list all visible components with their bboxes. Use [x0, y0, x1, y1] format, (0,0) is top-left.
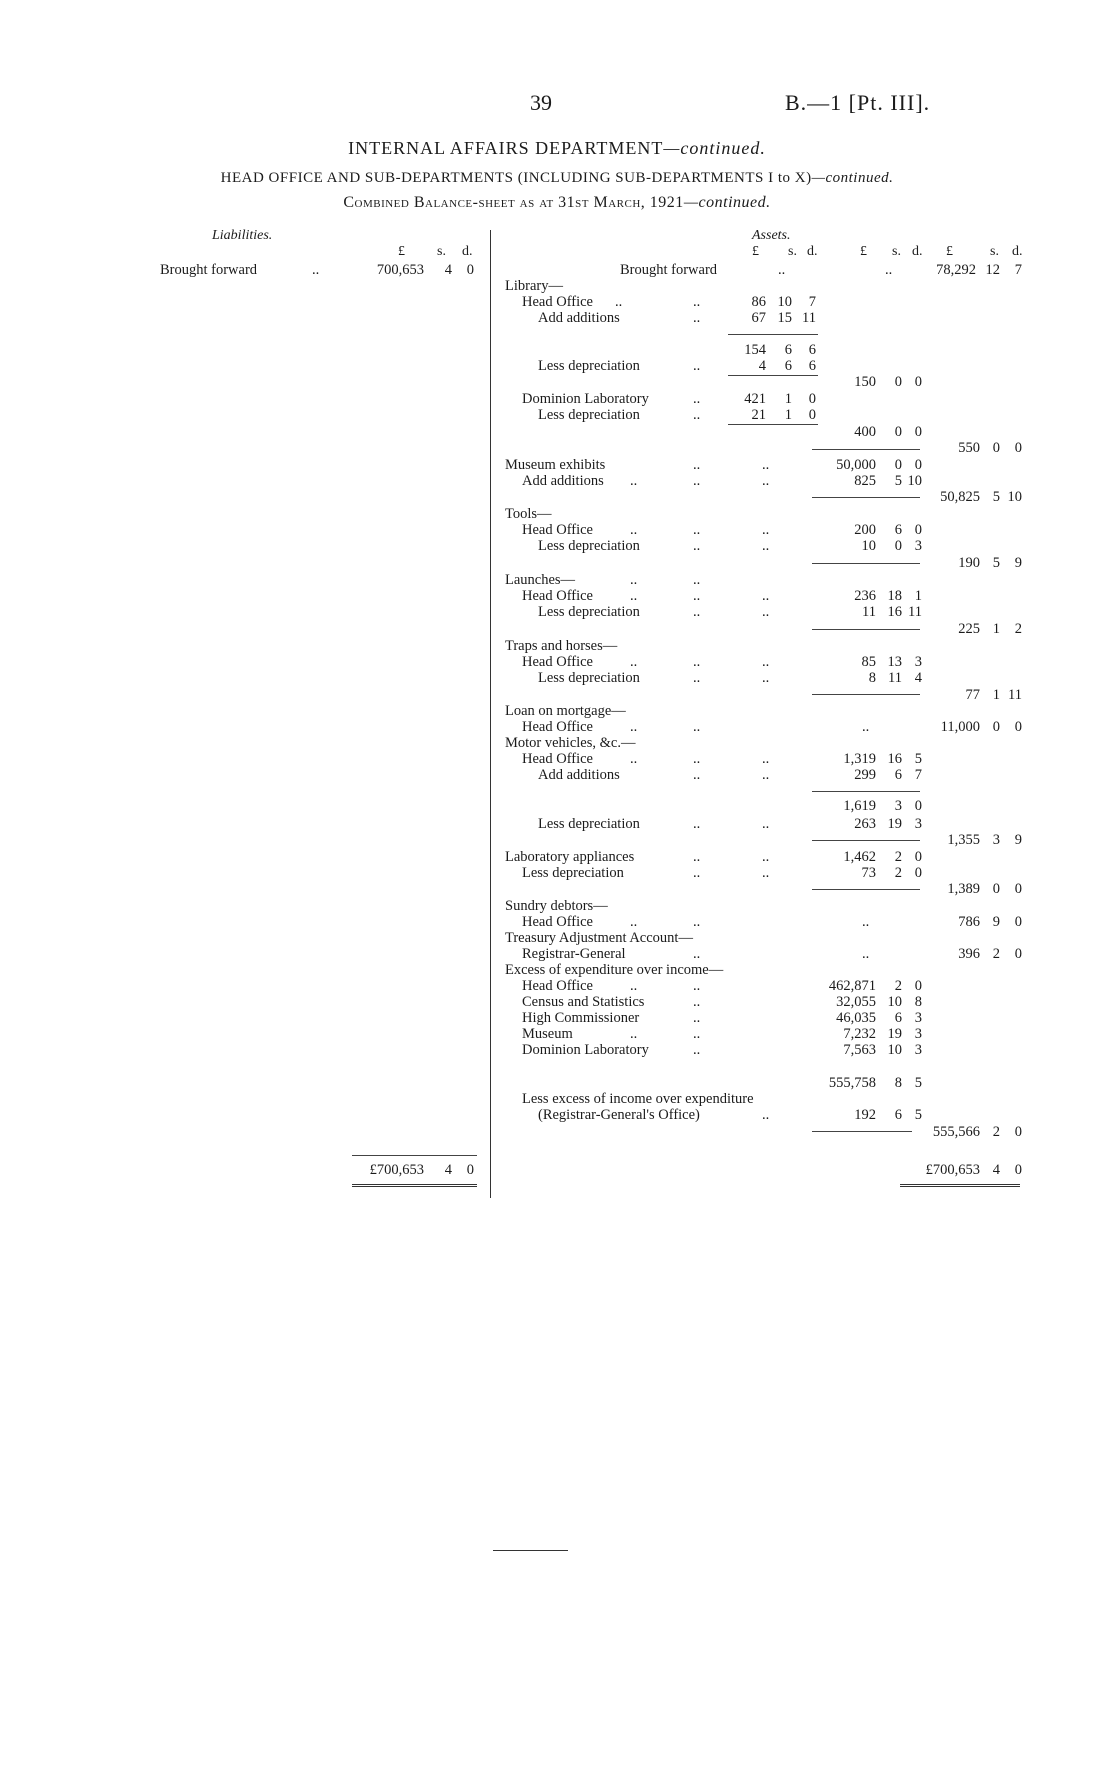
dominion-lab-net-shillings: 0 — [894, 424, 902, 440]
leader-dots: .. — [762, 654, 770, 670]
launches-depreciation-shillings: 16 — [887, 604, 902, 620]
leader-dots: .. — [693, 572, 701, 588]
museum-additions-pence: 10 — [907, 473, 922, 489]
traps-pence: 3 — [914, 654, 922, 670]
library-head-office-shillings: 10 — [777, 294, 792, 310]
tools-total-shillings: 5 — [992, 555, 1000, 571]
excess-item-shillings: 10 — [887, 1042, 902, 1058]
sundry-label: Sundry debtors— — [505, 898, 608, 914]
library-subtotal-pence: 6 — [808, 342, 816, 358]
motor-subtotal-shillings: 3 — [894, 798, 902, 814]
library-less-depreciation-label: Less depreciation — [538, 358, 640, 374]
excess-item-pence: 0 — [914, 978, 922, 994]
excess-item-shillings: 6 — [894, 1010, 902, 1026]
column-divider — [490, 230, 491, 1198]
motor-total-shillings: 3 — [992, 832, 1000, 848]
tools-pounds: 200 — [854, 522, 876, 538]
assets-col1-pence: d. — [807, 244, 818, 259]
rule — [812, 449, 920, 450]
leader-dots: .. — [693, 994, 701, 1010]
launches-less-depreciation-label: Less depreciation — [538, 604, 640, 620]
museum-additions-pounds: 825 — [854, 473, 876, 489]
section-title-suffix: —continued. — [811, 170, 894, 186]
assets-col2-pence: d. — [912, 244, 923, 259]
leader-dots: .. — [693, 946, 701, 962]
excess-item-shillings: 19 — [887, 1026, 902, 1042]
museum-shillings: 0 — [894, 457, 902, 473]
assets-col2-pound: £ — [860, 244, 867, 259]
treasury-total-pence: 0 — [1014, 946, 1022, 962]
motor-add-additions-label: Add additions — [538, 767, 620, 783]
motor-subtotal-pence: 0 — [914, 798, 922, 814]
leader-dots: .. — [693, 457, 701, 473]
liabilities-total-pence: 0 — [466, 1162, 474, 1178]
treasury-total-pounds: 396 — [958, 946, 980, 962]
leader-dots: .. — [862, 946, 870, 962]
lab-appliances-depreciation-pounds: 73 — [861, 865, 876, 881]
traps-pounds: 85 — [861, 654, 876, 670]
library-net-shillings: 0 — [894, 374, 902, 390]
dominion-lab-label: Dominion Laboratory — [522, 391, 649, 407]
museum-pence: 0 — [914, 457, 922, 473]
liabilities-leader-dots: .. — [312, 262, 320, 278]
assets-heading: Assets. — [752, 228, 791, 243]
leader-dots: .. — [693, 914, 701, 930]
excess-item-pence: 3 — [914, 1042, 922, 1058]
lab-appliances-label: Laboratory appliances — [505, 849, 635, 865]
excess-item-label: Dominion Laboratory — [522, 1042, 649, 1058]
balance-sheet-title-text: Combined Balance-sheet as at 31st March, 1921 — [343, 194, 684, 211]
end-rule — [493, 1550, 568, 1551]
dominion-lab-dep-shillings: 1 — [784, 407, 792, 423]
excess-total-pence: 0 — [1014, 1124, 1022, 1140]
liabilities-total-pounds: £700,653 — [369, 1162, 424, 1178]
liabilities-brought-forward-label: Brought forward — [160, 262, 258, 278]
leader-dots: .. — [693, 358, 701, 374]
leader-dots: .. — [630, 751, 638, 767]
leader-dots: .. — [630, 719, 638, 735]
excess-subtotal-pence: 5 — [914, 1075, 922, 1091]
library-total-pounds: 550 — [958, 440, 980, 456]
leader-dots: .. — [630, 914, 638, 930]
loan-label: Loan on mortgage— — [505, 703, 626, 719]
dominion-lab-shillings: 1 — [784, 391, 792, 407]
motor-head-office-label: Head Office — [522, 751, 593, 767]
excess-item-shillings: 10 — [887, 994, 902, 1010]
leader-dots: .. — [762, 457, 770, 473]
tools-depreciation-pounds: 10 — [861, 538, 876, 554]
leader-dots: .. — [693, 407, 701, 423]
leader-dots: .. — [630, 522, 638, 538]
assets-total-pence: 0 — [1014, 1162, 1022, 1178]
excess-item-label: Head Office — [522, 978, 593, 994]
leader-dots: .. — [762, 751, 770, 767]
assets-col3-shillings: s. — [990, 244, 999, 259]
library-additions-shillings: 15 — [777, 310, 792, 326]
sundry-total-pounds: 786 — [958, 914, 980, 930]
launches-total-shillings: 1 — [992, 621, 1000, 637]
library-total-pence: 0 — [1014, 440, 1022, 456]
excess-item-pence: 3 — [914, 1026, 922, 1042]
treasury-total-shillings: 2 — [992, 946, 1000, 962]
traps-less-depreciation-label: Less depreciation — [538, 670, 640, 686]
motor-label: Motor vehicles, &c.— — [505, 735, 636, 751]
loan-total-pence: 0 — [1014, 719, 1022, 735]
museum-label: Museum exhibits — [505, 457, 606, 473]
traps-total-shillings: 1 — [992, 687, 1000, 703]
excess-item-label: High Commissioner — [522, 1010, 640, 1026]
leader-dots: .. — [762, 604, 770, 620]
leader-dots: .. — [630, 473, 638, 489]
motor-less-depreciation-label: Less depreciation — [538, 816, 640, 832]
rule — [812, 694, 920, 695]
launches-total-pence: 2 — [1014, 621, 1022, 637]
leader-dots: .. — [693, 294, 701, 310]
lab-appliances-shillings: 2 — [894, 849, 902, 865]
leader-dots: .. — [693, 670, 701, 686]
assets-total-shillings: 4 — [992, 1162, 1000, 1178]
motor-additions-pence: 7 — [914, 767, 922, 783]
tools-less-depreciation-label: Less depreciation — [538, 538, 640, 554]
dominion-lab-depreciation-label: Less depreciation — [538, 407, 640, 423]
library-subtotal-pounds: 154 — [744, 342, 766, 358]
excess-item-pence: 3 — [914, 1010, 922, 1026]
balance-sheet-title-suffix: —continued. — [683, 194, 771, 211]
excess-subtotal-shillings: 8 — [894, 1075, 902, 1091]
excess-item-label: Census and Statistics — [522, 994, 645, 1010]
tools-depreciation-pence: 3 — [914, 538, 922, 554]
loan-total-pounds: 11,000 — [940, 719, 980, 735]
library-subtotal-shillings: 6 — [784, 342, 792, 358]
motor-shillings: 16 — [887, 751, 902, 767]
department-title-text: INTERNAL AFFAIRS DEPARTMENT — [348, 138, 664, 158]
leader-dots: .. — [762, 538, 770, 554]
leader-dots: .. — [630, 1026, 638, 1042]
excess-item-pounds: 7,232 — [843, 1026, 876, 1042]
launches-depreciation-pence: 11 — [908, 604, 922, 620]
library-depreciation-shillings: 6 — [784, 358, 792, 374]
treasury-registrar-label: Registrar-General — [522, 946, 626, 962]
loan-total-shillings: 0 — [992, 719, 1000, 735]
liabilities-total-shillings: 4 — [444, 1162, 452, 1178]
sundry-head-office-label: Head Office — [522, 914, 593, 930]
library-net-pence: 0 — [914, 374, 922, 390]
rule — [728, 424, 818, 425]
leader-dots: .. — [778, 262, 786, 278]
leader-dots: .. — [693, 391, 701, 407]
library-net-pounds: 150 — [854, 374, 876, 390]
dominion-lab-pounds: 421 — [744, 391, 766, 407]
motor-pence: 5 — [914, 751, 922, 767]
museum-total-shillings: 5 — [992, 489, 1000, 505]
excess-item-pounds: 46,035 — [836, 1010, 876, 1026]
dominion-lab-pence: 0 — [808, 391, 816, 407]
dominion-lab-dep-pounds: 21 — [751, 407, 766, 423]
library-total-shillings: 0 — [992, 440, 1000, 456]
motor-pounds: 1,319 — [843, 751, 876, 767]
lab-appliances-total-shillings: 0 — [992, 881, 1000, 897]
library-head-office-pounds: 86 — [751, 294, 766, 310]
department-title-suffix: —continued. — [663, 138, 766, 158]
launches-total-pounds: 225 — [958, 621, 980, 637]
excess-less-pence: 5 — [914, 1107, 922, 1123]
liabilities-total-rule — [352, 1155, 477, 1156]
traps-depreciation-pence: 4 — [914, 670, 922, 686]
motor-depreciation-pence: 3 — [914, 816, 922, 832]
department-title — [0, 138, 1114, 159]
section-title-text: HEAD OFFICE AND SUB-DEPARTMENTS (INCLUDING SUB-DEPARTMENTS I to X) — [220, 170, 812, 186]
treasury-label: Treasury Adjustment Account— — [505, 930, 693, 946]
traps-depreciation-shillings: 11 — [888, 670, 902, 686]
lab-appliances-pence: 0 — [914, 849, 922, 865]
excess-less-label-2: (Registrar-General's Office) — [538, 1107, 700, 1123]
rule — [812, 791, 920, 792]
leader-dots: .. — [693, 767, 701, 783]
bf-pence: 7 — [1014, 262, 1022, 278]
liabilities-heading: Liabilities. — [212, 228, 273, 243]
library-depreciation-pence: 6 — [808, 358, 816, 374]
launches-shillings: 18 — [887, 588, 902, 604]
excess-less-label: Less excess of income over expenditure — [522, 1091, 754, 1107]
traps-depreciation-pounds: 8 — [868, 670, 876, 686]
leader-dots: .. — [693, 310, 701, 326]
rule — [728, 375, 818, 376]
library-head-office-label: Head Office — [522, 294, 593, 310]
leader-dots: .. — [630, 654, 638, 670]
traps-total-pence: 11 — [1008, 687, 1022, 703]
museum-total-pence: 10 — [1007, 489, 1022, 505]
library-label: Library— — [505, 278, 563, 294]
leader-dots: .. — [630, 572, 638, 588]
leader-dots: .. — [693, 1026, 701, 1042]
lab-appliances-pounds: 1,462 — [843, 849, 876, 865]
liabilities-col-pence: d. — [462, 244, 473, 259]
liabilities-col-pound: £ — [398, 244, 405, 259]
leader-dots: .. — [762, 767, 770, 783]
leader-dots: .. — [862, 914, 870, 930]
leader-dots: .. — [885, 262, 893, 278]
launches-label: Launches— — [505, 572, 576, 588]
rule — [812, 1131, 912, 1132]
liabilities-col-shillings: s. — [437, 244, 446, 259]
leader-dots: .. — [762, 816, 770, 832]
tools-pence: 0 — [914, 522, 922, 538]
tools-total-pounds: 190 — [958, 555, 980, 571]
tools-label: Tools— — [505, 506, 552, 522]
liabilities-bf-pounds: 700,653 — [376, 262, 424, 278]
leader-dots: .. — [693, 1042, 701, 1058]
leader-dots: .. — [630, 588, 638, 604]
motor-depreciation-pounds: 263 — [854, 816, 876, 832]
leader-dots: .. — [762, 849, 770, 865]
bf-shillings: 12 — [985, 262, 1000, 278]
dominion-lab-dep-pence: 0 — [808, 407, 816, 423]
excess-total-shillings: 2 — [992, 1124, 1000, 1140]
motor-total-pounds: 1,355 — [947, 832, 980, 848]
rule — [812, 497, 920, 498]
traps-head-office-label: Head Office — [522, 654, 593, 670]
leader-dots: .. — [615, 294, 623, 310]
rule — [812, 629, 920, 630]
museum-total-pounds: 50,825 — [940, 489, 980, 505]
assets-col2-shillings: s. — [892, 244, 901, 259]
leader-dots: .. — [762, 865, 770, 881]
leader-dots: .. — [693, 865, 701, 881]
leader-dots: .. — [693, 522, 701, 538]
library-additions-pence: 11 — [802, 310, 816, 326]
sundry-total-pence: 0 — [1014, 914, 1022, 930]
assets-brought-forward-label: Brought forward — [620, 262, 718, 278]
lab-appliances-depreciation-pence: 0 — [914, 865, 922, 881]
museum-add-additions-label: Add additions — [522, 473, 604, 489]
page-reference: B.—1 [Pt. III]. — [785, 90, 931, 115]
sundry-total-shillings: 9 — [992, 914, 1000, 930]
leader-dots: .. — [762, 522, 770, 538]
leader-dots: .. — [693, 654, 701, 670]
library-additions-pounds: 67 — [751, 310, 766, 326]
tools-depreciation-shillings: 0 — [894, 538, 902, 554]
excess-item-label: Museum — [522, 1026, 573, 1042]
lab-appliances-total-pence: 0 — [1014, 881, 1022, 897]
assets-col3-pence: d. — [1012, 244, 1023, 259]
motor-total-pence: 9 — [1014, 832, 1022, 848]
section-title — [0, 170, 1114, 187]
motor-depreciation-shillings: 19 — [887, 816, 902, 832]
balance-sheet-title — [0, 194, 1114, 212]
leader-dots: .. — [762, 473, 770, 489]
museum-pounds: 50,000 — [836, 457, 876, 473]
leader-dots: .. — [693, 978, 701, 994]
loan-head-office-label: Head Office — [522, 719, 593, 735]
excess-item-pounds: 462,871 — [828, 978, 876, 994]
excess-less-shillings: 6 — [894, 1107, 902, 1123]
dominion-lab-net-pence: 0 — [914, 424, 922, 440]
tools-head-office-label: Head Office — [522, 522, 593, 538]
traps-label: Traps and horses— — [505, 638, 618, 654]
leader-dots: .. — [762, 588, 770, 604]
assets-col1-pound: £ — [752, 244, 759, 259]
excess-less-pounds: 192 — [854, 1107, 876, 1123]
leader-dots: .. — [693, 538, 701, 554]
leader-dots: .. — [693, 751, 701, 767]
excess-item-pence: 8 — [914, 994, 922, 1010]
leader-dots: .. — [693, 719, 701, 735]
library-head-office-pence: 7 — [808, 294, 816, 310]
leader-dots: .. — [693, 1010, 701, 1026]
leader-dots: .. — [762, 670, 770, 686]
tools-shillings: 6 — [894, 522, 902, 538]
tools-total-pence: 9 — [1014, 555, 1022, 571]
library-add-additions-label: Add additions — [538, 310, 620, 326]
motor-additions-pounds: 299 — [854, 767, 876, 783]
traps-shillings: 13 — [887, 654, 902, 670]
rule — [728, 334, 818, 335]
lab-appliances-total-pounds: 1,389 — [947, 881, 980, 897]
excess-label: Excess of expenditure over income— — [505, 962, 724, 978]
leader-dots: .. — [693, 604, 701, 620]
launches-depreciation-pounds: 11 — [862, 604, 876, 620]
leader-dots: .. — [693, 816, 701, 832]
rule — [812, 889, 920, 890]
dominion-lab-net-pounds: 400 — [854, 424, 876, 440]
leader-dots: .. — [693, 473, 701, 489]
excess-total-pounds: 555,566 — [932, 1124, 980, 1140]
launches-head-office-label: Head Office — [522, 588, 593, 604]
rule — [812, 563, 920, 564]
excess-item-pounds: 32,055 — [836, 994, 876, 1010]
excess-subtotal-pounds: 555,758 — [828, 1075, 876, 1091]
leader-dots: .. — [762, 1107, 770, 1123]
lab-appliances-depreciation-shillings: 2 — [894, 865, 902, 881]
lab-appliances-less-depreciation-label: Less depreciation — [522, 865, 624, 881]
motor-additions-shillings: 6 — [894, 767, 902, 783]
museum-additions-shillings: 5 — [894, 473, 902, 489]
excess-item-pounds: 7,563 — [843, 1042, 876, 1058]
assets-total-pounds: £700,653 — [925, 1162, 980, 1178]
excess-item-shillings: 2 — [894, 978, 902, 994]
page-number: 39 — [530, 90, 552, 115]
liabilities-bf-shillings: 4 — [444, 262, 452, 278]
rule — [812, 840, 920, 841]
liabilities-total-double-rule — [352, 1184, 477, 1187]
library-depreciation-pounds: 4 — [758, 358, 766, 374]
traps-total-pounds: 77 — [965, 687, 980, 703]
bf-pounds: 78,292 — [936, 262, 976, 278]
liabilities-bf-pence: 0 — [466, 262, 474, 278]
leader-dots: .. — [862, 719, 870, 735]
launches-pence: 1 — [914, 588, 922, 604]
leader-dots: .. — [693, 849, 701, 865]
assets-col3-pound: £ — [946, 244, 953, 259]
leader-dots: .. — [630, 978, 638, 994]
assets-col1-shillings: s. — [788, 244, 797, 259]
leader-dots: .. — [693, 588, 701, 604]
assets-total-double-rule — [900, 1184, 1020, 1187]
launches-pounds: 236 — [854, 588, 876, 604]
motor-subtotal-pounds: 1,619 — [843, 798, 876, 814]
